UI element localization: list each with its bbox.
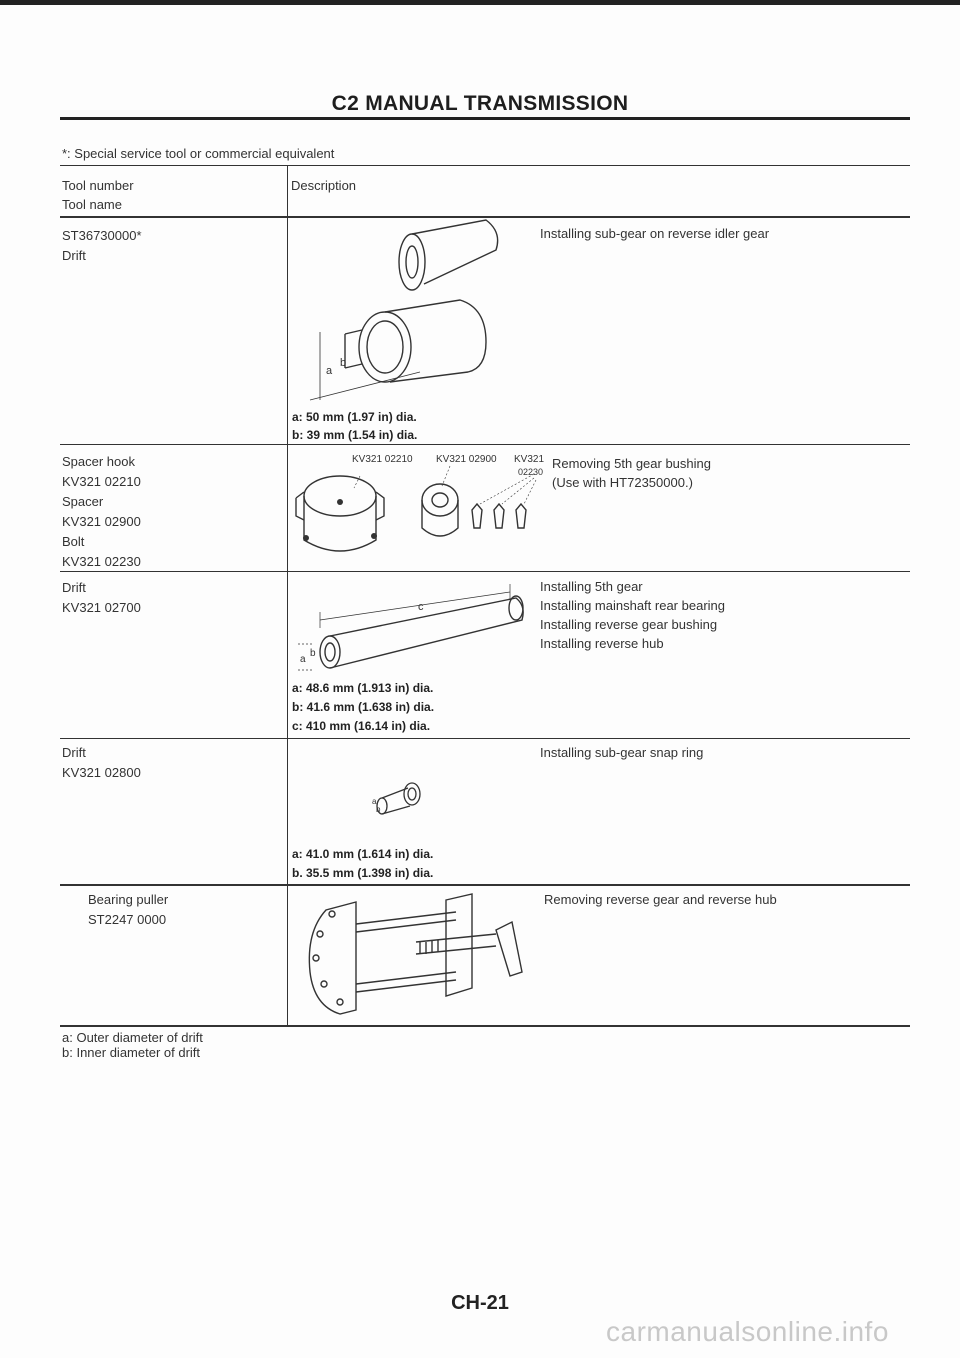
page-number: CH-21 <box>451 1292 509 1314</box>
row2-spacer-hook-illustration <box>290 448 545 570</box>
row4-tool: Drift KV321 02800 <box>62 745 141 780</box>
row3-label-a: a <box>300 654 306 665</box>
row5-tool: Bearing puller ST2247 0000 <box>88 892 169 927</box>
page-title: C2 MANUAL TRANSMISSION <box>331 92 629 115</box>
footnote-a: a: Outer diameter of drift <box>62 1030 203 1045</box>
row5-description: Removing reverse gear and reverse hub <box>544 892 777 907</box>
row3-drift-illustration <box>290 580 540 676</box>
header-tool-name: Tool name <box>62 197 122 212</box>
row1-description: Installing sub-gear on reverse idler gear <box>540 226 770 241</box>
row3-spec-c: c: 410 mm (16.14 in) dia. <box>292 719 431 733</box>
header-rule <box>60 216 910 218</box>
row4-label-b: b <box>376 805 381 814</box>
row4-spec-a: a: 41.0 mm (1.614 in) dia. <box>292 847 434 861</box>
row4-label-a: a <box>372 797 377 806</box>
row2-tool: Spacer hook KV321 02210 Spacer KV321 02900 Bolt KV321 02230 <box>62 454 141 569</box>
row4-drift-illustration <box>370 776 440 824</box>
subtitle-note: *: Special service tool or commercial equivalent <box>62 146 335 161</box>
row3-bottom-rule <box>60 738 910 739</box>
row2-description: Removing 5th gear bushing (Use with HT72350000.) <box>552 456 711 490</box>
row1-bottom-rule <box>60 444 910 445</box>
column-divider <box>287 166 288 1026</box>
table-bottom-rule <box>60 1025 910 1027</box>
row1-spec-b: b: 39 mm (1.54 in) dia. <box>292 428 418 442</box>
footnote-b: b: Inner diameter of drift <box>62 1045 201 1060</box>
row1-label-a: a <box>326 365 333 377</box>
header-tool-number: Tool number <box>62 178 134 193</box>
row1-tool: ST36730000* Drift <box>62 228 142 263</box>
row1-label-b: b <box>340 357 347 369</box>
row5-bearing-puller-illustration <box>296 892 536 1022</box>
row2-label-bolt-number: 02230 <box>518 467 544 477</box>
title-rule <box>60 117 910 120</box>
row3-spec-a: a: 48.6 mm (1.913 in) dia. <box>292 681 434 695</box>
header-description: Description <box>291 178 357 193</box>
row1-spec-a: a: 50 mm (1.97 in) dia. <box>292 410 417 424</box>
row3-spec-b: b: 41.6 mm (1.638 in) dia. <box>292 700 435 714</box>
watermark: carmanualsonline.info <box>606 1316 889 1347</box>
row2-bottom-rule <box>60 571 910 572</box>
row2-label-spacer-hook: KV321 02210 <box>352 454 413 465</box>
row4-spec-b: b. 35.5 mm (1.398 in) dia. <box>292 866 434 880</box>
row1-drift-illustration <box>300 222 520 402</box>
row2-label-spacer: KV321 02900 <box>436 454 497 465</box>
row2-label-bolt: KV321 <box>514 454 545 465</box>
row4-bottom-rule <box>60 884 910 886</box>
row3-tool: Drift KV321 02700 <box>62 580 141 615</box>
top-border <box>0 0 960 5</box>
row3-label-b: b <box>310 648 316 659</box>
row3-description: Installing 5th gear Installing mainshaft rear bearing Installing reverse gear bushing Installing reverse hub <box>540 579 725 651</box>
table-top-rule <box>60 165 910 166</box>
row4-description: Installing sub-gear snap ring <box>540 745 704 760</box>
row3-label-c: c <box>418 601 424 613</box>
